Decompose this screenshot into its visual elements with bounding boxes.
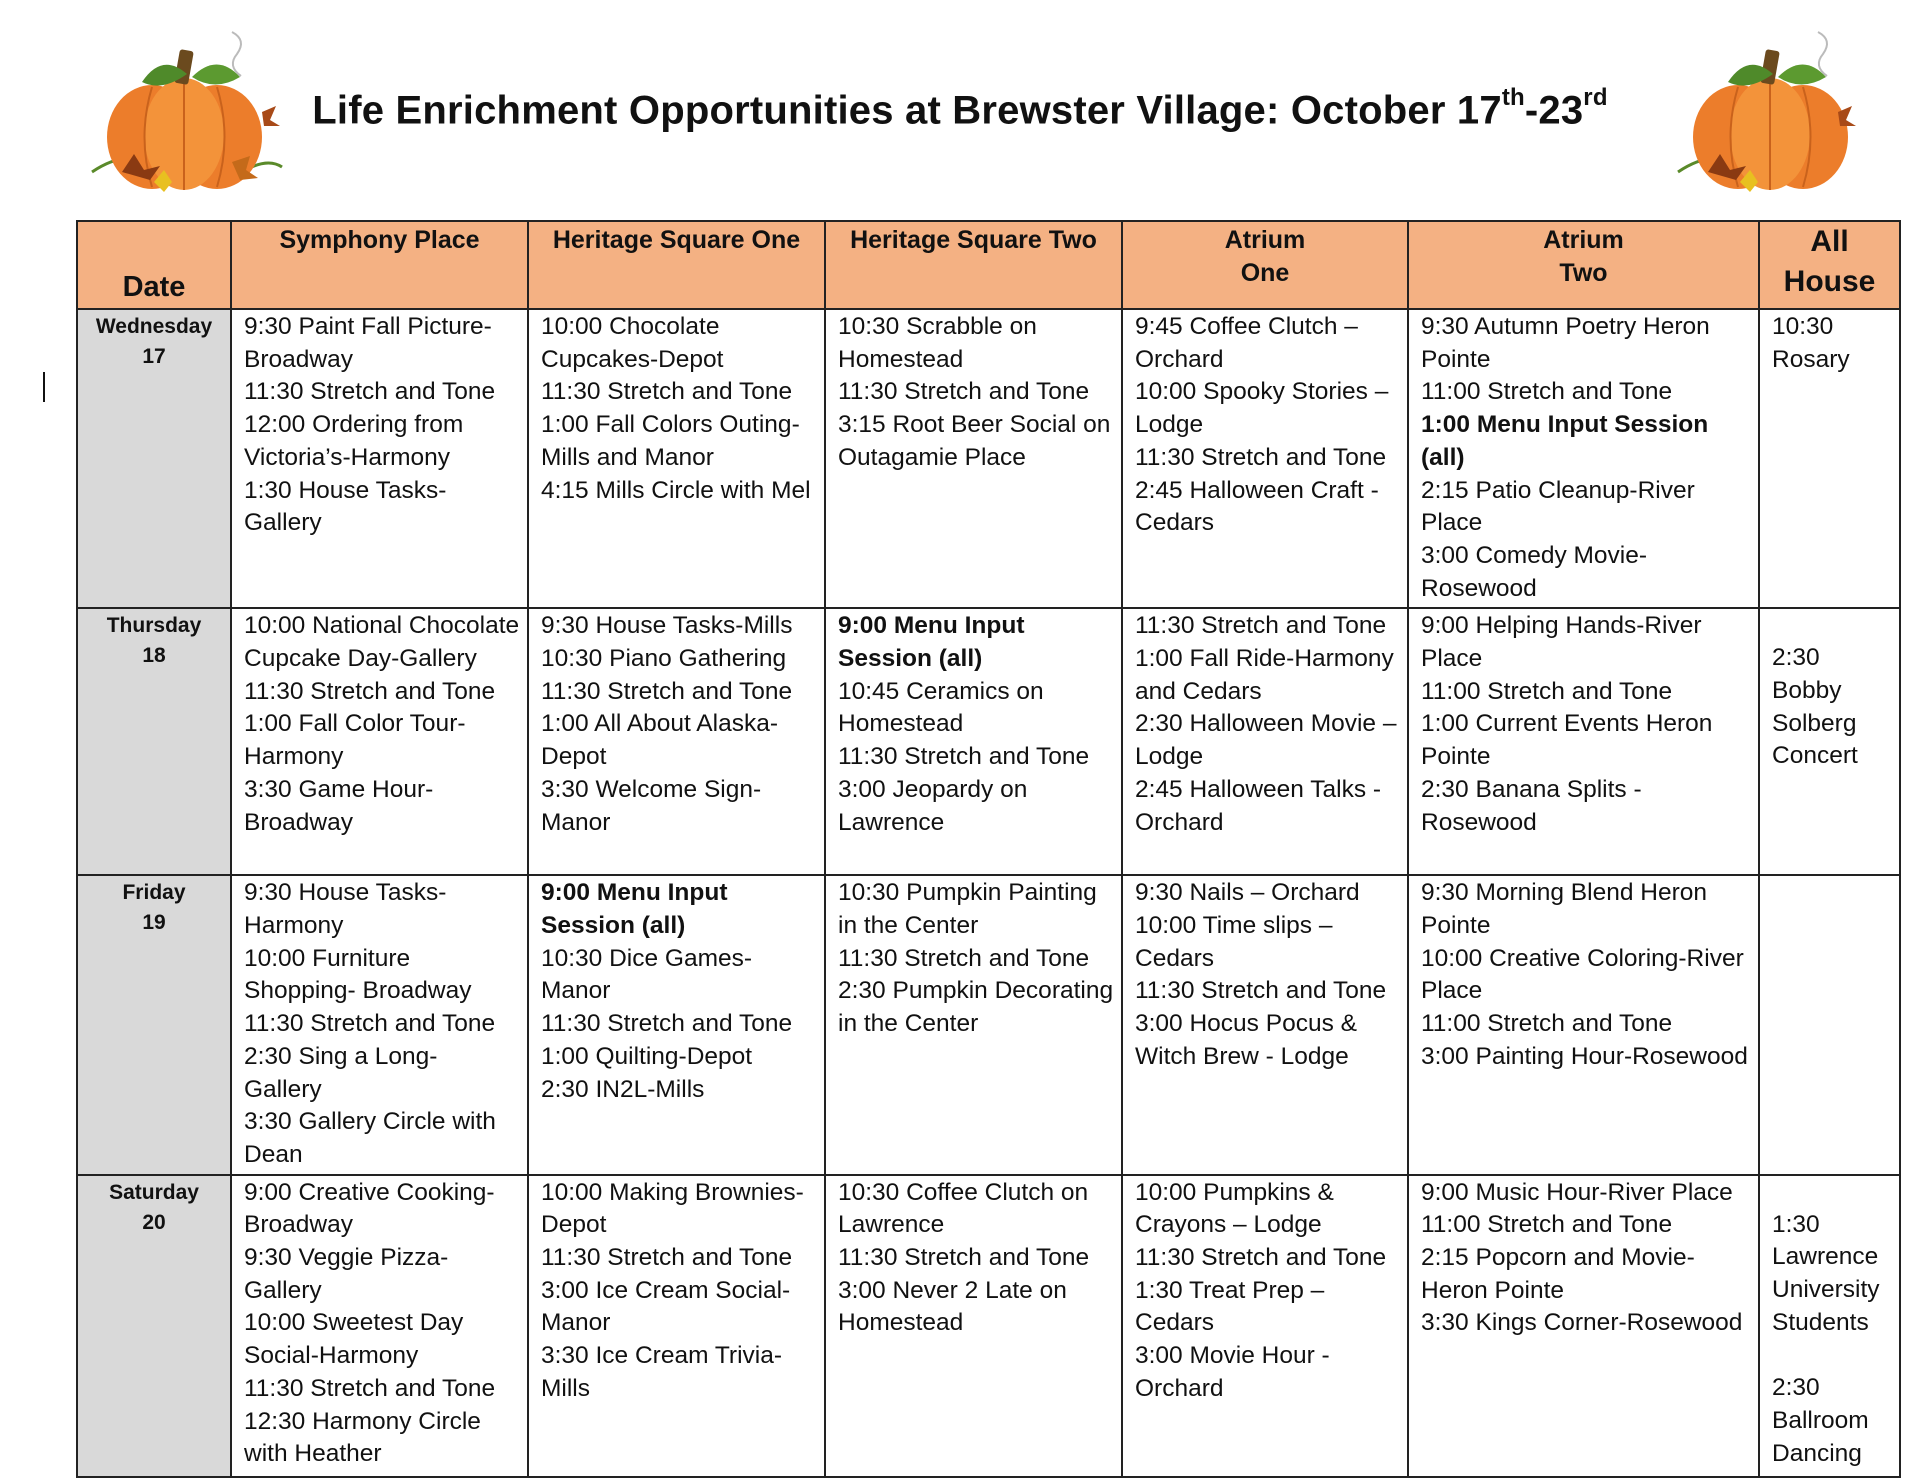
cell-heritage-square-two (825, 1175, 1122, 1477)
activity-item: 9:30 Veggie Pizza-Gallery (244, 1244, 449, 1304)
activity-item: 3:30 Ice Cream Trivia-Mills (541, 1342, 782, 1402)
day-cell (77, 309, 231, 608)
cell-symphony-place (231, 1175, 528, 1477)
activity-item: 9:30 Morning Blend Heron Pointe (1421, 879, 1708, 940)
cell-heritage-square-one (528, 309, 825, 608)
header-atrium-two: Atrium Two (1408, 221, 1759, 309)
day-cell (77, 608, 231, 875)
activity-item: 9:30 Paint Fall Picture-Broadway (244, 313, 492, 373)
cell-symphony-place (231, 608, 528, 875)
activity-item: 3:30 Welcome Sign-Manor (541, 775, 762, 836)
activity-item: 2:15 Patio Cleanup-River Place (1421, 476, 1695, 537)
header-symphony-place: Symphony Place (231, 221, 528, 309)
activity-item: 1:00 Current Events Heron Pointe (1421, 710, 1713, 771)
activity-item: 1:00 Menu Input Session (all) (1421, 411, 1709, 471)
day-number: 19 (142, 911, 166, 935)
day-number: 20 (142, 1210, 166, 1234)
header-atrium-one: Atrium One (1122, 221, 1408, 309)
activity-item: 9:00 Music Hour-River Place (1421, 1178, 1733, 1206)
activity-item: 10:30 Dice Games-Manor (541, 944, 753, 1005)
activity-item: 11:30 Stretch and Tone (838, 944, 1090, 972)
activity-item: 11:30 Stretch and Tone (541, 1244, 793, 1272)
day-cell (77, 1175, 231, 1477)
activity-item: 9:30 House Tasks-Mills (541, 612, 793, 640)
cell-heritage-square-two (825, 309, 1122, 608)
activity-item: 9:30 Nails – Orchard (1135, 879, 1360, 907)
activity-item: 11:30 Stretch and Tone (244, 1010, 496, 1038)
activity-item: 1:30 House Tasks-Gallery (244, 476, 447, 537)
activity-item: 10:30 Pumpkin Painting in the Center (838, 879, 1097, 940)
table-row (77, 608, 1900, 875)
all-house-event: 1:30 Lawrence University Students 2:30 Ballroom Dancing (1772, 1210, 1880, 1467)
activity-item: 9:00 Creative Cooking-Broadway (244, 1178, 495, 1239)
text-cursor (43, 372, 45, 402)
activity-item: 9:00 Menu Input Session (all) (541, 879, 728, 940)
activity-item: 1:30 Treat Prep – Cedars (1135, 1276, 1325, 1337)
cell-symphony-place (231, 875, 528, 1174)
activity-item: 11:00 Stretch and Tone (1421, 378, 1673, 406)
activity-item: 11:30 Stretch and Tone (541, 1010, 793, 1038)
activity-item: 3:00 Comedy Movie-Rosewood (1421, 541, 1648, 602)
activity-item: 1:00 All About Alaska-Depot (541, 710, 778, 771)
table-row (77, 875, 1900, 1174)
activity-item: 10:30 Scrabble on Homestead (838, 313, 1037, 373)
activity-item: 2:45 Halloween Craft - Cedars (1135, 476, 1379, 537)
activity-item: 3:00 Never 2 Late on Homestead (838, 1276, 1067, 1337)
activity-item: 11:30 Stretch and Tone (1135, 977, 1387, 1005)
day-name: Wednesday (95, 315, 213, 338)
activity-item: 3:00 Ice Cream Social-Manor (541, 1276, 791, 1337)
day-name: Friday (122, 881, 186, 905)
cell-atrium-one (1122, 875, 1408, 1174)
activity-item: 10:30 Piano Gathering (541, 645, 787, 673)
activity-item: 10:00 Sweetest Day Social-Harmony (244, 1309, 464, 1370)
activity-item: 3:30 Kings Corner-Rosewood (1421, 1309, 1743, 1337)
header-date: Date (77, 221, 231, 309)
cell-all-house (1759, 875, 1900, 1174)
activity-item: 11:30 Stretch and Tone (1135, 612, 1387, 640)
activity-item: 3:00 Painting Hour-Rosewood (1421, 1042, 1748, 1070)
cell-atrium-one (1122, 309, 1408, 608)
activity-item: 3:00 Jeopardy on Lawrence (838, 775, 1028, 836)
cell-all-house (1759, 608, 1900, 875)
activity-item: 2:30 Sing a Long- Gallery (244, 1042, 438, 1103)
cell-atrium-one (1122, 1175, 1408, 1477)
cell-heritage-square-one (528, 875, 825, 1174)
day-cell (77, 875, 231, 1174)
cell-all-house (1759, 1175, 1900, 1477)
day-name: Saturday (109, 1180, 199, 1204)
activity-item: 10:00 Furniture Shopping- Broadway (244, 944, 472, 1005)
activity-item: 10:00 Creative Coloring-River Place (1421, 944, 1744, 1005)
table-row (77, 1175, 1900, 1477)
activity-item: 3:00 Movie Hour - Orchard (1135, 1342, 1330, 1402)
cell-atrium-two (1408, 309, 1759, 608)
activity-item: 10:30 Coffee Clutch on Lawrence (838, 1178, 1089, 1239)
activity-item: 11:30 Stretch and Tone (838, 1244, 1090, 1272)
activity-item: 9:00 Helping Hands-River Place (1421, 612, 1702, 673)
cell-heritage-square-one (528, 1175, 825, 1477)
activity-item: 2:15 Popcorn and Movie-Heron Pointe (1421, 1244, 1695, 1304)
activity-item: 10:00 National Chocolate Cupcake Day-Gallery (244, 612, 520, 673)
header-row (77, 221, 1900, 309)
activity-item: 2:30 Banana Splits - Rosewood (1421, 775, 1642, 836)
activity-item: 9:30 House Tasks-Harmony (244, 879, 447, 940)
table-row (77, 309, 1900, 608)
header-heritage-square-one: Heritage Square One (528, 221, 825, 309)
activity-item: 10:00 Time slips – Cedars (1135, 912, 1333, 972)
activity-item: 9:00 Menu Input Session (all) (838, 612, 1025, 673)
header-heritage-square-two: Heritage Square Two (825, 221, 1122, 309)
header-all-house: All House (1759, 221, 1900, 309)
activity-item: 10:00 Spooky Stories – Lodge (1135, 378, 1389, 439)
activity-item: 2:45 Halloween Talks - Orchard (1135, 775, 1382, 836)
all-house-event: 10:30 Rosary (1772, 313, 1850, 373)
activity-item: 11:00 Stretch and Tone (1421, 1010, 1673, 1038)
activity-item: 11:00 Stretch and Tone (1421, 677, 1673, 705)
activity-item: 10:00 Pumpkins & Crayons – Lodge (1135, 1178, 1334, 1239)
page-title: Life Enrichment Opportunities at Brewster Village: October 17th-23rd (312, 84, 1608, 133)
activity-item: 12:30 Harmony Circle with Heather (244, 1407, 481, 1468)
activity-item: 9:30 Autumn Poetry Heron Pointe (1421, 313, 1710, 373)
activity-item: 2:30 Pumpkin Decorating in the Center (838, 977, 1114, 1038)
activity-item: 1:00 Quilting-Depot (541, 1042, 753, 1070)
day-number: 18 (142, 644, 166, 668)
activity-item: 9:45 Coffee Clutch – Orchard (1135, 313, 1358, 373)
activity-item: 11:30 Stretch and Tone (838, 378, 1090, 406)
activity-item: 2:30 IN2L-Mills (541, 1075, 705, 1103)
activity-item: 3:00 Hocus Pocus & Witch Brew - Lodge (1135, 1010, 1357, 1070)
activity-item: 11:30 Stretch and Tone (541, 677, 793, 705)
cell-heritage-square-two (825, 608, 1122, 875)
cell-heritage-square-two (825, 875, 1122, 1174)
activity-item: 3:30 Game Hour-Broadway (244, 775, 434, 836)
cell-atrium-two (1408, 875, 1759, 1174)
activity-item: 11:30 Stretch and Tone (1135, 443, 1387, 471)
activity-item: 3:30 Gallery Circle with Dean (244, 1108, 496, 1168)
activity-item: 12:00 Ordering from Victoria’s-Harmony (244, 411, 464, 471)
schedule-table (76, 220, 1901, 1478)
cell-heritage-square-one (528, 608, 825, 875)
activity-item: 1:00 Fall Ride-Harmony and Cedars (1135, 645, 1394, 705)
activity-item: 11:30 Stretch and Tone (244, 1374, 496, 1402)
activity-item: 10:45 Ceramics on Homestead (838, 677, 1044, 738)
activity-item: 11:30 Stretch and Tone (244, 677, 496, 705)
activity-item: 10:00 Chocolate Cupcakes-Depot (541, 313, 724, 373)
day-number: 17 (142, 345, 166, 368)
activity-item: 1:00 Fall Colors Outing-Mills and Manor (541, 411, 800, 471)
activity-item: 3:15 Root Beer Social on Outagamie Place (838, 411, 1111, 471)
activity-item: 11:00 Stretch and Tone (1421, 1211, 1673, 1239)
activity-item: 11:30 Stretch and Tone (1135, 1244, 1387, 1272)
cell-atrium-two (1408, 1175, 1759, 1477)
activity-item: 11:30 Stretch and Tone (541, 378, 793, 406)
day-name: Thursday (106, 614, 202, 638)
cell-atrium-two (1408, 608, 1759, 875)
cell-atrium-one (1122, 608, 1408, 875)
all-house-event: 2:30 Bobby Solberg Concert (1772, 644, 1858, 770)
activity-item: 2:30 Halloween Movie – Lodge (1135, 710, 1397, 771)
activity-item: 11:30 Stretch and Tone (838, 743, 1090, 771)
activity-item: 11:30 Stretch and Tone (244, 378, 496, 406)
activity-item: 4:15 Mills Circle with Mel (541, 476, 811, 504)
activity-item: 10:00 Making Brownies-Depot (541, 1178, 804, 1239)
activity-item: 1:00 Fall Color Tour-Harmony (244, 710, 466, 771)
cell-all-house (1759, 309, 1900, 608)
cell-symphony-place (231, 309, 528, 608)
